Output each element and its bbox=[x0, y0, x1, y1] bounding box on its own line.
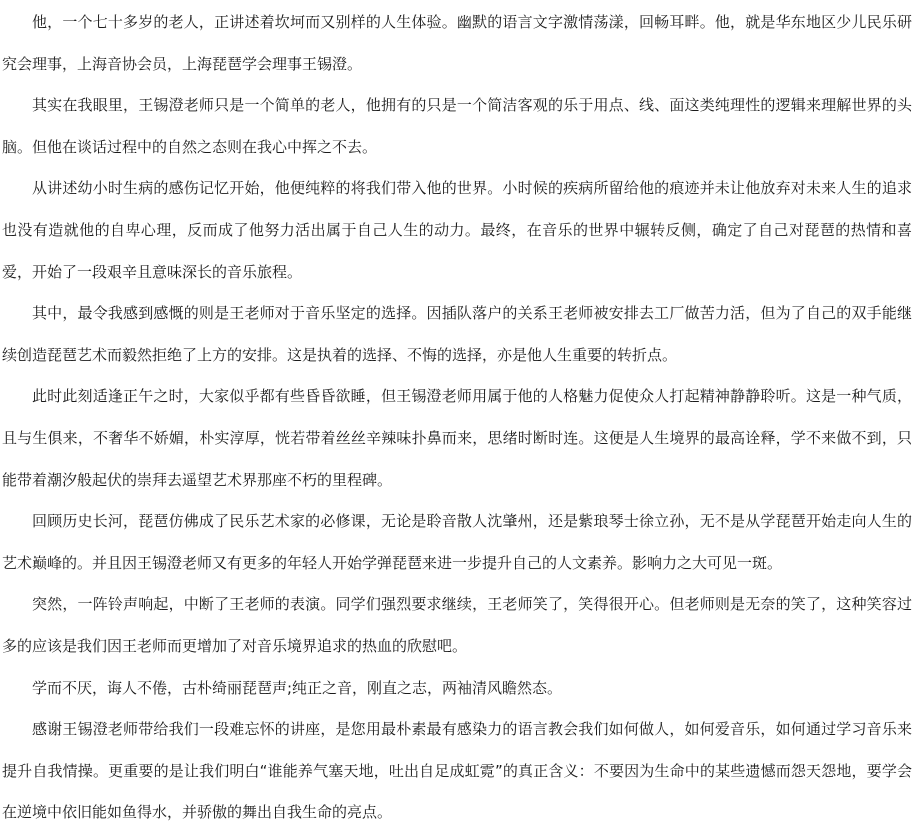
paragraph-4: 其中，最令我感到感慨的则是王老师对于音乐坚定的选择。因插队落户的关系王老师被安排去工厂做苦力活，但为了自己的双手能继续创造琵琶艺术而毅然拒绝了上方的安排。这是执着的选择、不悔的选择，亦是他人生重要的转折点。 bbox=[2, 304, 912, 364]
paragraph-5: 此时此刻适逢正午之时，大家似乎都有些昏昏欲睡，但王锡澄老师用属于他的人格魅力促使众人打起精神静静聆听。这是一种气质，且与生俱来，不奢华不娇媚，朴实淳厚，恍若带着丝丝辛辣味扑鼻而来，思绪时断时连。这便是人生境界的最高诠释，学不来做不到，只能带着潮汐般起伏的崇拜去遥望艺术界那座不朽的里程碑。 bbox=[2, 387, 912, 489]
paragraph-7: 突然，一阵铃声响起，中断了王老师的表演。同学们强烈要求继续，王老师笑了，笑得很开心。但老师则是无奈的笑了，这种笑容过多的应该是我们因王老师而更增加了对音乐境界追求的热血的欣慰吧。 bbox=[2, 595, 912, 655]
paragraph-3: 从讲述幼小时生病的感伤记忆开始，他便纯粹的将我们带入他的世界。小时候的疾病所留给他的痕迹并未让他放弃对未来人生的追求也没有造就他的自卑心理，反而成了他努力活出属于自己人生的动力。最终，在音乐的世界中辗转反侧，确定了自己对琵琶的热情和喜爱，开始了一段艰辛且意味深长的音乐旅程。 bbox=[2, 179, 912, 281]
paragraph-1: 他，一个七十多岁的老人，正讲述着坎坷而又别样的人生体验。幽默的语言文字激情荡漾，回畅耳畔。他，就是华东地区少儿民乐研究会理事，上海音协会员，上海琵琶学会理事王锡澄。 bbox=[2, 13, 912, 73]
paragraph-2: 其实在我眼里，王锡澄老师只是一个简单的老人，他拥有的只是一个简洁客观的乐于用点、线、面这类纯理性的逻辑来理解世界的头脑。但他在谈话过程中的自然之态则在我心中挥之不去。 bbox=[2, 96, 912, 156]
paragraph-8: 学而不厌，诲人不倦，古朴绮丽琵琶声;纯正之音，刚直之志，两袖清风瞻然态。 bbox=[32, 678, 563, 697]
paragraph-9: 感谢王锡澄老师带给我们一段难忘怀的讲座，是您用最朴素最有感染力的语言教会我们如何做人，如何爱音乐，如何通过学习音乐来提升自我情操。更重要的是让我们明白“谁能养气塞天地，吐出自足成虹霓”的真正含义：不要因为生命中的某些遗憾而怨天怨地，要学会在逆境中依旧能如鱼得水，并骄傲的舞出自我生命的亮点。 bbox=[2, 720, 912, 822]
paragraph-6: 回顾历史长河，琵琶仿佛成了民乐艺术家的必修课，无论是聆音散人沈肇州，还是紫琅琴士徐立孙，无不是从学琵琶开始走向人生的艺术巅峰的。并且因王锡澄老师又有更多的年轻人开始学弹琵琶来进一步提升自己的人文素养。影响力之大可见一斑。 bbox=[2, 512, 912, 572]
